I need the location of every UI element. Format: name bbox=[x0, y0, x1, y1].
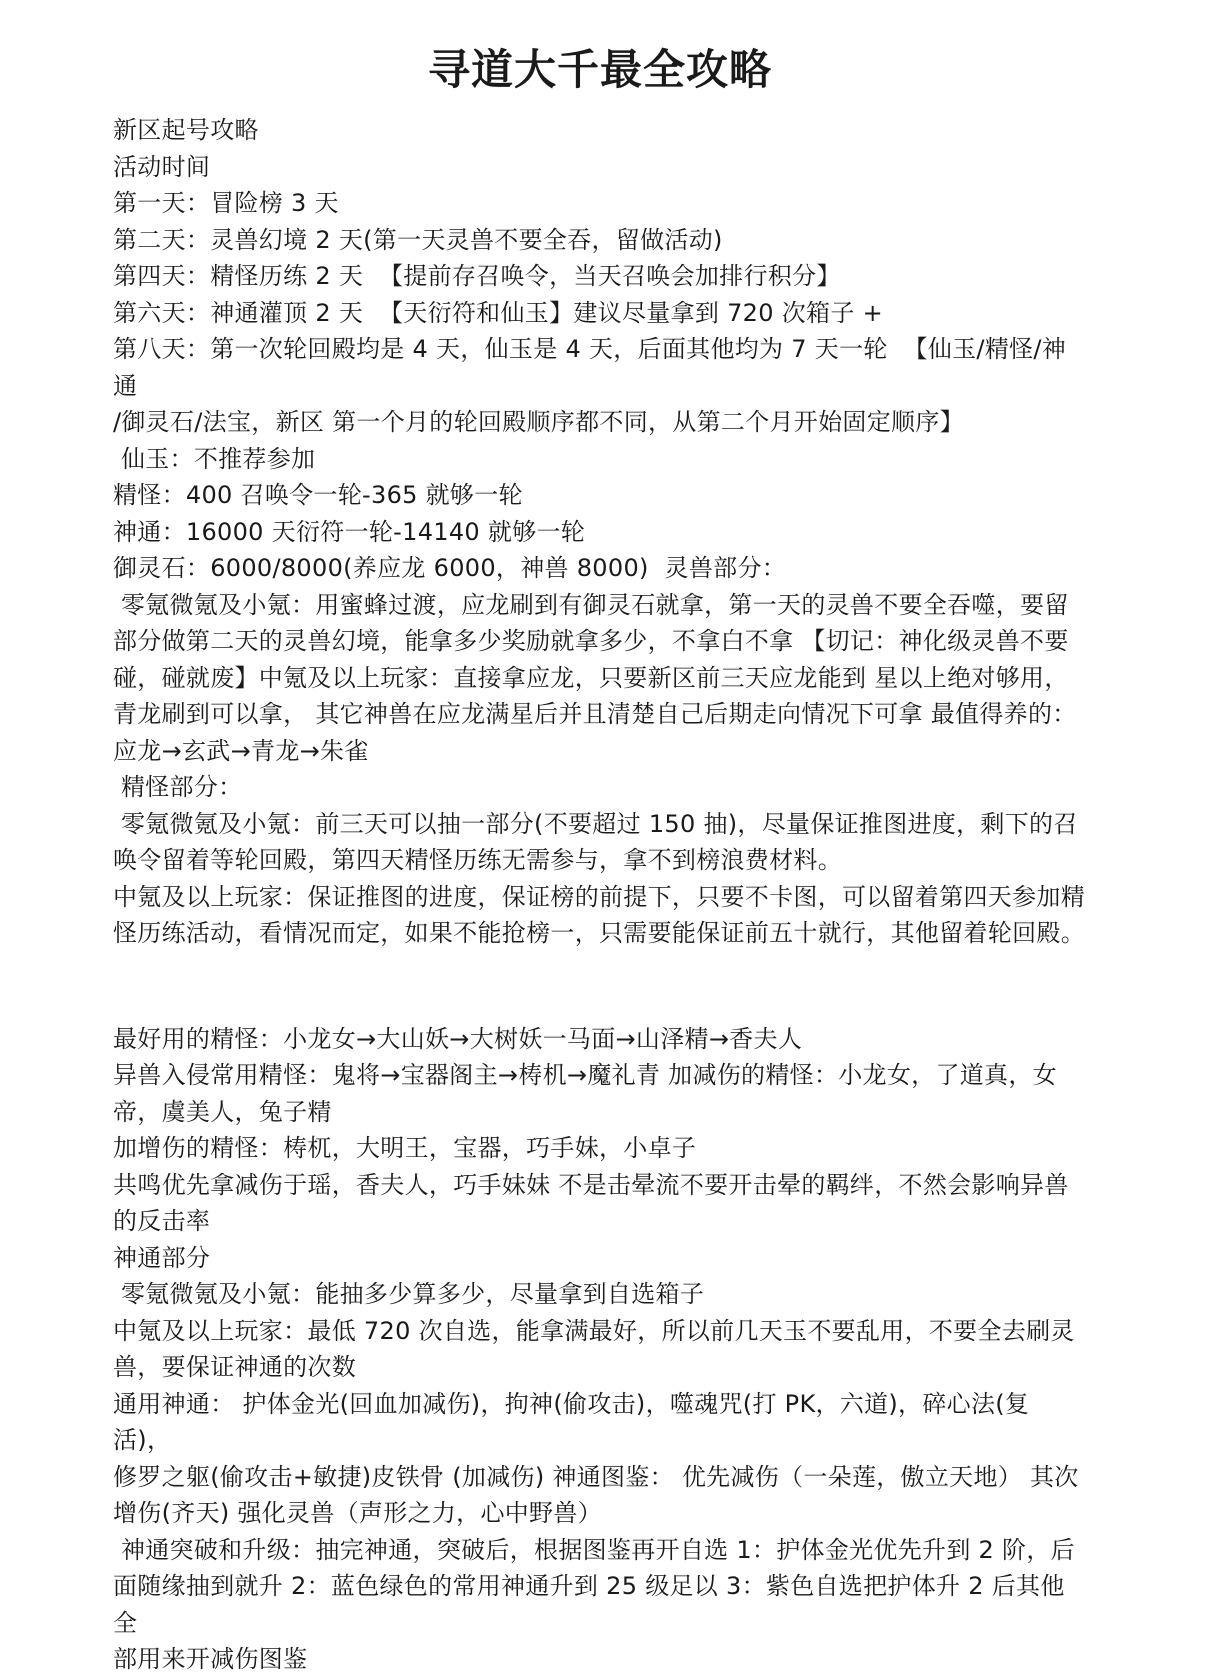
text-line: 神通：16000 天衍符一轮-14140 就够一轮 bbox=[113, 517, 586, 546]
text-line: 怪历练活动，看情况而定，如果不能抢榜一，只需要能保证前五十就行，其他留着轮回殿。 bbox=[113, 919, 1085, 947]
text-line: 中氪及以上玩家：保证推图的进度，保证榜的前提下，只要不卡图，可以留着第四天参加精 bbox=[113, 882, 1085, 911]
text-line: 御灵石：6000/8000(养应龙 6000，神兽 8000) 灵兽部分： bbox=[113, 554, 787, 582]
text-line: 神通部分 bbox=[113, 1243, 211, 1272]
text-line: 唤令留着等轮回殿，第四天精怪历练无需参与，拿不到榜浪费材料。 bbox=[113, 846, 842, 874]
text-line: 第一天：冒险榜 3 天 bbox=[113, 189, 339, 217]
text-line: 精怪：400 召唤令一轮-365 就够一轮 bbox=[113, 481, 523, 509]
text-line: 神通突破和升级：抽完神通，突破后，根据图鉴再开自选 1：护体金光优先升到 2 阶，后 bbox=[113, 1535, 1075, 1564]
text-line: 兽，要保证神通的次数 bbox=[113, 1353, 356, 1381]
text-line: 第八天：第一次轮回殿均是 4 天，仙玉是 4 天，后面其他均为 7 天一轮 【仙玉/精怪/神通 bbox=[113, 335, 1067, 400]
text-line: 部分做第二天的灵兽幻境，能拿多少奖励就拿多少，不拿白不拿 【切记：神化级灵兽不要 bbox=[113, 627, 1069, 655]
text-line: 零氪微氪及小氪：前三天可以抽一部分(不要超过 150 抽)，尽量保证推图进度，剩下的召 bbox=[113, 809, 1078, 838]
text-line: 最好用的精怪：小龙女→大山妖→大树妖一马面→山泽精→香夫人 bbox=[113, 1024, 803, 1053]
text-line: 共鸣优先拿减伤于瑶，香夫人，巧手妹妹 不是击晕流不要开击晕的羁绊，不然会影响异兽 bbox=[113, 1170, 1069, 1199]
text-line: 异兽入侵常用精怪：鬼将→宝器阁主→梼机→魔礼青 加减伤的精怪：小龙女，了道真，女 bbox=[113, 1061, 1057, 1089]
text-line: 部用来开减伤图鉴 bbox=[113, 1645, 308, 1673]
text-line: /御灵石/法宝，新区 第一个月的轮回殿顺序都不同，从第二个月开始固定顺序】 bbox=[113, 408, 964, 436]
text-line: 活动时间 bbox=[113, 152, 211, 181]
text-line: 碰，碰就废】中氪及以上玩家：直接拿应龙，只要新区前三天应龙能到 星以上绝对够用， bbox=[113, 663, 1069, 692]
text-line: 第四天：精怪历练 2 天 【提前存召唤令，当天召唤会加排行积分】 bbox=[113, 262, 841, 290]
document-title: 寻道大千最全攻略 bbox=[427, 45, 772, 94]
blank-line bbox=[113, 968, 1087, 1005]
text-line: 零氪微氪及小氪：能抽多少算多少，尽量拿到自选箱子 bbox=[113, 1280, 705, 1308]
text-line: 通用神通： 护体金光(回血加减伤)，拘神(偷攻击)，噬魂咒(打 PK，六道)，碎心法(复活)， bbox=[113, 1389, 1030, 1454]
text-line: 新区起号攻略 bbox=[113, 116, 259, 144]
text-line: 增伤(齐天) 强化灵兽（声形之力，心中野兽） bbox=[113, 1499, 602, 1527]
text-line: 中氪及以上玩家：最低 720 次自选，能拿满最好，所以前几天玉不要乱用，不要全去刷灵 bbox=[113, 1316, 1075, 1345]
text-line: 修罗之躯(偷攻击+敏捷)皮铁骨 (加减伤) 神通图鉴： 优先减伤（一朵莲，傲立天地） 其次 bbox=[113, 1462, 1079, 1491]
text-line: 帝，虞美人，兔子精 bbox=[113, 1097, 332, 1126]
text-line: 应龙→玄武→青龙→朱雀 bbox=[113, 736, 369, 765]
text-line: 的反击率 bbox=[113, 1207, 211, 1235]
text-line: 青龙刷到可以拿， 其它神兽在应龙满星后并且清楚自己后期走向情况下可拿 最值得养的： bbox=[113, 700, 1077, 728]
document-body bbox=[113, 112, 1087, 1678]
text-line: 精怪部分： bbox=[113, 773, 243, 801]
text-line: 第六天：神通灌顶 2 天 【天衍符和仙玉】建议尽量拿到 720 次箱子 + bbox=[113, 298, 883, 327]
text-line: 零氪微氪及小氪：用蜜蜂过渡，应龙刷到有御灵石就拿，第一天的灵兽不要全吞噬，要留 bbox=[113, 590, 1069, 619]
text-line: 第二天：灵兽幻境 2 天(第一天灵兽不要全吞，留做活动) bbox=[113, 225, 723, 254]
text-line: 加增伤的精怪：梼杌，大明王，宝器，巧手妹，小卓子 bbox=[113, 1134, 697, 1162]
text-line: 面随缘抽到就升 2：蓝色绿色的常用神通升到 25 级足以 3：紫色自选把护体升 2 后其他全 bbox=[113, 1572, 1065, 1637]
text-line: 仙玉：不推荐参加 bbox=[113, 444, 316, 473]
